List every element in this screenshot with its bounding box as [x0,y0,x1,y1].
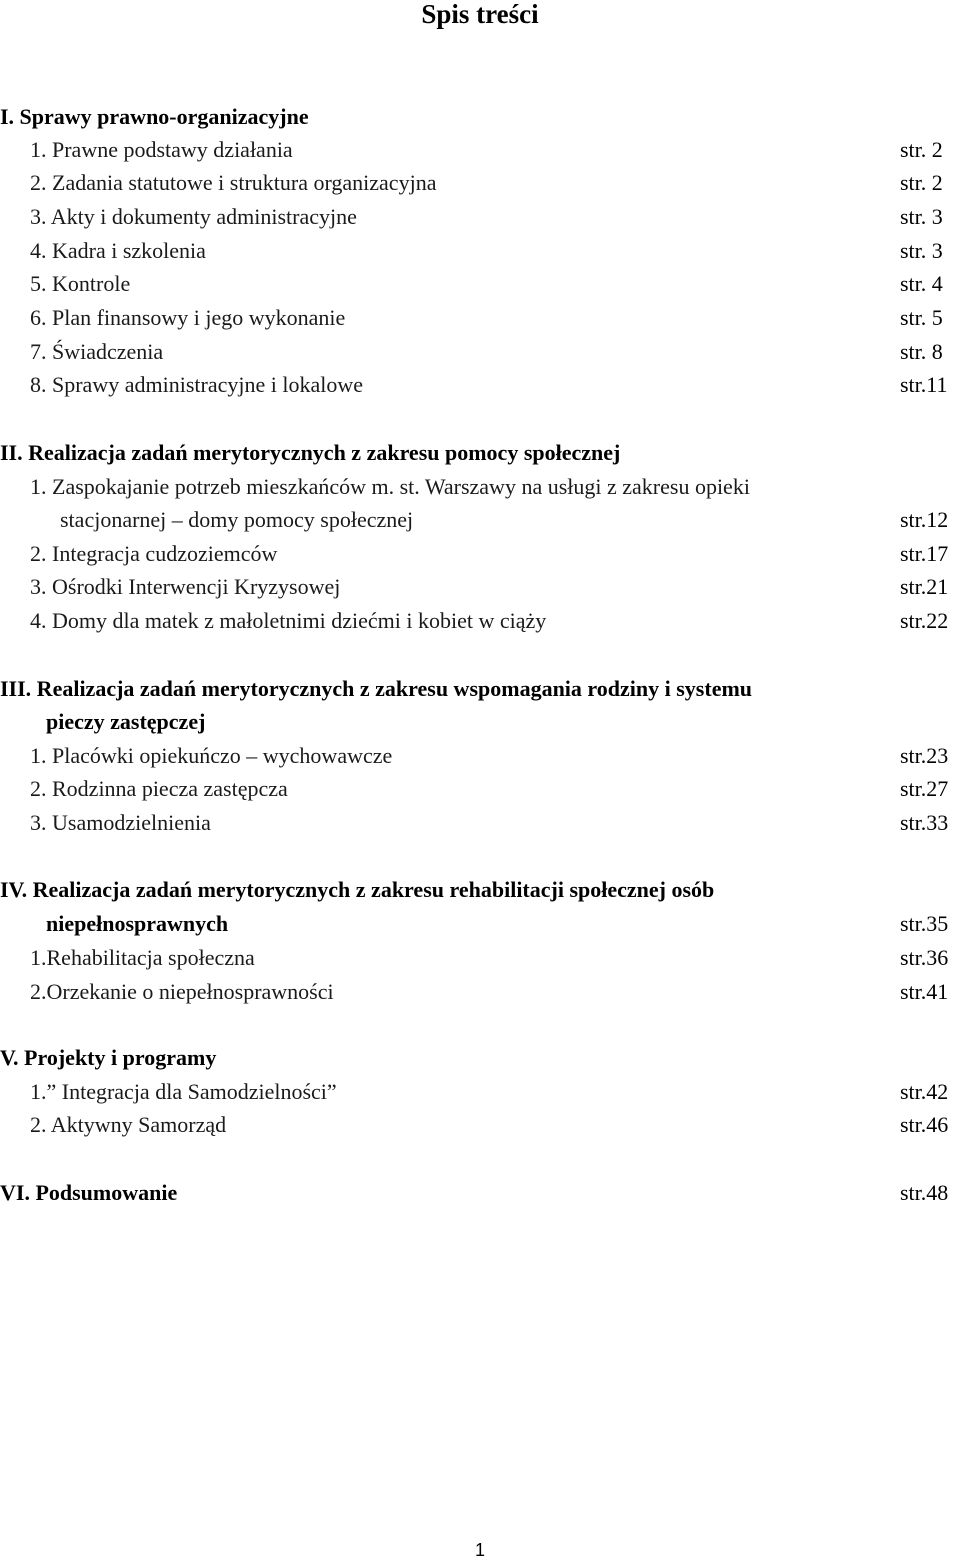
toc-item-label: 4. Domy dla matek z małoletnimi dziećmi i kobiet w ciąży [30,608,547,633]
page-number: 1 [474,1540,485,1560]
toc-item-label: 1. Zaspokajanie potrzeb mieszkańców m. st. Warszawy na usługi z zakresu opieki [30,474,750,499]
toc-item-label: 1.Rehabilitacja społeczna [30,945,255,970]
toc-item-page: str. 3 [900,204,943,229]
toc-item-label: 3. Ośrodki Interwencji Kryzysowej [30,574,341,599]
toc-item-page: str.11 [900,372,948,397]
section-heading: V. Projekty i programy [0,1045,217,1070]
toc-item-page: str.22 [900,608,949,633]
toc-item-label: 2. Zadania statutowe i struktura organizacyjna [30,170,437,195]
toc-item-label: 3. Usamodzielnienia [30,810,211,835]
toc-item-label: 1. Prawne podstawy działania [30,137,293,162]
toc-item-label: 3. Akty i dokumenty administracyjne [30,204,357,229]
toc-item-page: str. 3 [900,238,943,263]
section-heading: III. Realizacja zadań merytorycznych z zakresu wspomagania rodziny i systemu [0,676,753,701]
toc-item-label-continuation: stacjonarnej – domy pomocy społecznej [60,507,414,532]
toc-item-label: 2. Aktywny Samorząd [30,1112,227,1137]
section-heading: I. Sprawy prawno-organizacyjne [0,104,309,129]
toc-item-page: str.33 [900,810,949,835]
toc-item-label: 7. Świadczenia [30,339,164,364]
toc-item-label: 2. Rodzinna piecza zastępcza [30,776,288,801]
section-heading-page: str.35 [900,911,949,936]
toc-item-page: str.23 [900,743,949,768]
toc-item-label: 8. Sprawy administracyjne i lokalowe [30,372,363,397]
section-heading-continuation: niepełnosprawnych [46,911,229,936]
toc-item-page: str.27 [900,776,949,801]
toc-item-page: str.17 [900,541,949,566]
toc-item-page: str.42 [900,1079,949,1104]
toc-item-label: 2. Integracja cudzoziemców [30,541,278,566]
page-title: Spis treści [421,0,539,29]
toc-item-page: str.46 [900,1112,949,1137]
section-heading: IV. Realizacja zadań merytorycznych z zakresu rehabilitacji społecznej osób [0,877,715,902]
section-heading-continuation: pieczy zastępczej [46,709,206,734]
toc-item-page: str.41 [900,979,949,1004]
toc-item-page: str.12 [900,507,949,532]
toc-item-page: str. 5 [900,305,943,330]
toc-item-page: str.36 [900,945,949,970]
toc-item-page: str.21 [900,574,949,599]
toc-item-page: str. 2 [900,137,943,162]
toc-item-page: str. 2 [900,170,943,195]
section-heading: VI. Podsumowanie [0,1180,178,1205]
toc-item-label: 6. Plan finansowy i jego wykonanie [30,305,346,330]
toc-item-page: str. 4 [900,271,943,296]
toc-item-label: 2.Orzekanie o niepełnosprawności [30,979,334,1004]
section-heading-page: str.48 [900,1180,949,1205]
section-heading: II. Realizacja zadań merytorycznych z zakresu pomocy społecznej [0,440,621,465]
toc-item-label: 1. Placówki opiekuńczo – wychowawcze [30,743,393,768]
toc-item-label: 1.” Integracja dla Samodzielności” [30,1079,337,1104]
toc-item-page: str. 8 [900,339,943,364]
toc-item-label: 5. Kontrole [30,271,131,296]
toc-item-label: 4. Kadra i szkolenia [30,238,206,263]
